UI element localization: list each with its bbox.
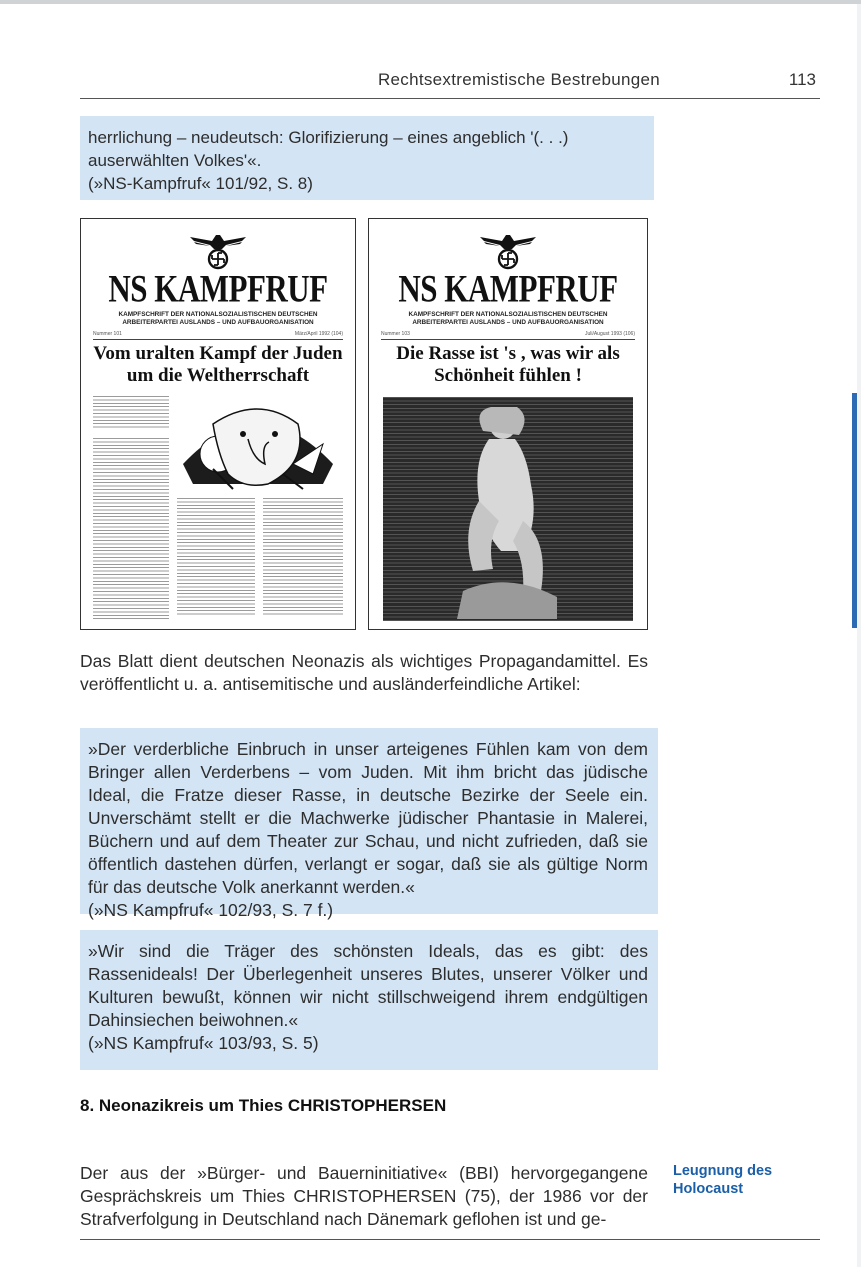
issue-number: Nummer 101 (93, 331, 122, 337)
quote-source: (»NS Kampfruf« 103/93, S. 5) (88, 1033, 319, 1053)
article-headline: Vom uralten Kampf der Juden um die Weltherrschaft (93, 343, 343, 386)
page-number: 113 (788, 70, 816, 89)
paper-subtitle: KAMPFSCHRIFT DER NATIONALSOZIALISTISCHEN DEUTSCHEN ARBEITERPARTEI AUSLANDS – UND AUFBAUORGANISATION (118, 311, 318, 326)
quote-box-middle (80, 728, 658, 920)
body-paragraph: Das Blatt dient deutschen Neonazis als wichtiges Propagandamittel. Es veröffentlicht u. a. antisemitische und ausländerfeindliche Artikel: (80, 651, 648, 694)
article-headline: Die Rasse ist 's , was wir als Schönheit fühlen ! (396, 343, 620, 386)
chapter-tab-bar (852, 393, 857, 628)
text-column (263, 498, 343, 616)
running-title: Rechtsextremistische Bestrebungen (377, 70, 660, 89)
quote-text: »Der verderbliche Einbruch in unser arteigenes Fühlen kam von dem Bringer allen Verderbens – vom Juden. Mit ihm bricht das jüdische Ideal, die Fratze dieser Rasse, in deutsche Bezirke der Seele ein. Unverschämt stellt er die Machwerke jüdischer Phantasie in Malerei, Büchern und auf dem Theater zur Schau, und nicht zufrieden, daß sie öffentlich dastehen dürfen, verlangt er sogar, daß sie als gültige Norm für das deutsche Volk anerkannt werden.« (88, 739, 648, 897)
header-rule (80, 98, 820, 99)
page-header (80, 70, 820, 98)
quote-box-lower (80, 930, 658, 1070)
section-heading: 8. Neonazikreis um Thies CHRISTOPHERSEN (80, 1096, 447, 1115)
quote-line: herrlichung – neudeutsch: Glorifizierung – eines angeblich '(. . .) (88, 128, 569, 147)
article-columns (93, 394, 343, 621)
eagle-emblem-icon (188, 229, 248, 271)
quote-line: auserwählten Volkes'«. (88, 151, 262, 170)
issue-line (381, 331, 635, 340)
scan-edge-top (0, 0, 861, 4)
margin-note-line: Leugnung des (673, 1163, 773, 1179)
issue-date: März/April 1992 (104) (294, 331, 343, 337)
text-column (93, 438, 169, 621)
quote-source: (»NS Kampfruf« 102/93, S. 7 f.) (88, 900, 334, 920)
margin-note (673, 1162, 793, 1198)
paper-subtitle: KAMPFSCHRIFT DER NATIONALSOZIALISTISCHEN DEUTSCHEN ARBEITERPARTEI AUSLANDS – UND AUFBAUORGANISATION (408, 311, 608, 326)
issue-number: Nummer 103 (381, 331, 410, 337)
footer-rule (80, 1239, 820, 1240)
issue-date: Juli/August 1993 (106) (584, 331, 635, 337)
text-column (93, 396, 169, 430)
eagle-emblem-icon (478, 229, 538, 271)
quote-source: (»NS-Kampfruf« 101/92, S. 8) (88, 174, 313, 193)
statue-photo (383, 397, 633, 621)
paper-name: NS KAMPFRUF (108, 266, 328, 311)
paper-name: NS KAMPFRUF (398, 266, 618, 311)
statue-figure-icon (453, 401, 563, 619)
issue-line (93, 331, 343, 340)
quote-text: »Wir sind die Träger des schönsten Ideals, das es gibt: des Rassenideals! Der Überlegenheit unseres Blutes, unserer Völker und Kulturen bewußt, können wir nicht stillschweigend ihrem endgültigen Dahinsiechen beiwohnen.« (88, 941, 648, 1030)
newspaper-clipping-right (368, 218, 648, 630)
newspaper-clipping-left (80, 218, 356, 630)
margin-note-line: Holocaust (673, 1181, 744, 1197)
scan-edge-right (857, 4, 861, 1267)
body-paragraph: Der aus der »Bürger- und Bauerninitiative« (BBI) hervorgegangene Gesprächskreis um Thies CHRISTOPHERSEN (75), der 1986 vor der Strafverfolgung in Deutschland nach Dänemark geflohen ist und ge- (80, 1163, 648, 1229)
caricature-illustration (173, 394, 343, 494)
text-column (177, 498, 255, 616)
quote-box-top (80, 116, 654, 200)
